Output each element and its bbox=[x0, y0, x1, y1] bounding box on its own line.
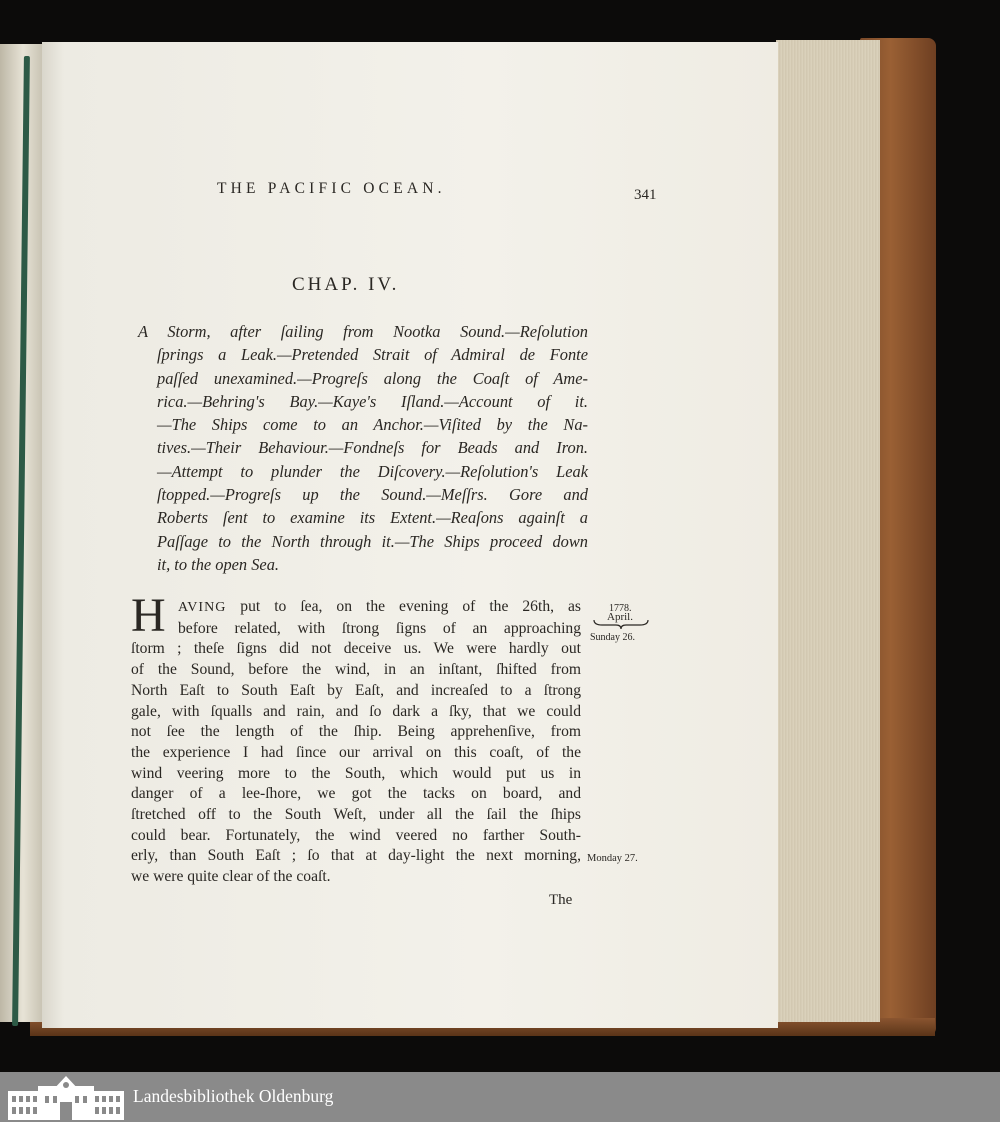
body-line: could bear. Fortunately, the wind veered no farther South- bbox=[131, 826, 581, 844]
body-line: gale, with ſqualls and rain, and ſo dark a ſky, that we could bbox=[131, 702, 581, 720]
library-building-logo-icon bbox=[8, 1074, 124, 1120]
body-line-text: put to ſea, on the evening of the 26th, as bbox=[226, 598, 581, 615]
summary-line: it, to the open Sea. bbox=[157, 554, 279, 574]
body-line: ſtretched off to the South Weſt, under all the ſail the ſhips bbox=[131, 806, 581, 824]
page-number: 341 bbox=[634, 187, 657, 203]
summary-line: Roberts ſent to examine its Extent.—Reaſons againſt a bbox=[157, 508, 588, 528]
summary-line: A Storm, after ſailing from Nootka Sound.—Reſolution bbox=[138, 322, 588, 341]
margin-brace-icon bbox=[592, 616, 650, 630]
body-line: erly, than South Eaſt ; ſo that at day-light the next morning, bbox=[131, 847, 581, 865]
body-line: of the Sound, before the wind, in an inſtant, ſhifted from bbox=[131, 661, 581, 679]
page-block-edges bbox=[776, 40, 880, 1022]
chapter-summary bbox=[138, 320, 588, 576]
summary-line: paſſed unexamined.—Progreſs along the Coaſt of Ame- bbox=[157, 368, 588, 388]
body-line: North Eaſt to South Eaſt by Eaſt, and increaſed to a ſtrong bbox=[131, 681, 581, 699]
chapter-title: CHAP. IV. bbox=[292, 274, 400, 295]
body-line: before related, with ſtrong ſigns of an approaching bbox=[178, 619, 581, 637]
summary-line: —The Ships come to an Anchor.—Viſited by the Na- bbox=[157, 415, 588, 435]
first-word-small-caps: AVING bbox=[178, 600, 227, 615]
summary-line: tives.—Their Behaviour.—Fondneſs for Beads and Iron. bbox=[157, 438, 588, 458]
body-paragraph bbox=[131, 589, 581, 888]
body-line: not ſee the length of the ſhip. Being apprehenſive, from bbox=[131, 723, 581, 741]
body-line: wind veering more to the South, which would put us in bbox=[131, 764, 581, 782]
body-line bbox=[131, 597, 581, 619]
summary-line: Paſſage to the North through it.—The Ships proceed down bbox=[157, 531, 588, 551]
margin-note-date: Monday 27. bbox=[587, 853, 638, 864]
institution-name: Landesbibliothek Oldenburg bbox=[133, 1086, 334, 1106]
drop-cap: H bbox=[131, 589, 166, 642]
body-line: danger of a lee-ſhore, we got the tacks on board, and bbox=[131, 785, 581, 803]
margin-note-year: 1778. bbox=[609, 603, 632, 614]
body-line: ſtorm ; theſe ſigns did not deceive us. We were hardly out bbox=[131, 640, 581, 658]
body-line: the experience I had ſince our arrival on this coaſt, of the bbox=[131, 743, 581, 761]
summary-line: ſtopped.—Progreſs up the Sound.—Meſſrs. Gore and bbox=[157, 485, 588, 505]
summary-line: ſprings a Leak.—Pretended Strait of Admiral de Fonte bbox=[157, 345, 588, 365]
catchword: The bbox=[549, 892, 573, 908]
margin-note-month: April. bbox=[607, 611, 633, 623]
body-line: we were quite clear of the coaſt. bbox=[131, 868, 331, 886]
summary-line: —Attempt to plunder the Diſcovery.—Reſolution's Leak bbox=[157, 461, 588, 481]
margin-note-date: Sunday 26. bbox=[590, 632, 635, 643]
running-head: THE PACIFIC OCEAN. bbox=[217, 180, 446, 197]
summary-line: rica.—Behring's Bay.—Kaye's Iſland.—Account of it. bbox=[157, 391, 588, 411]
